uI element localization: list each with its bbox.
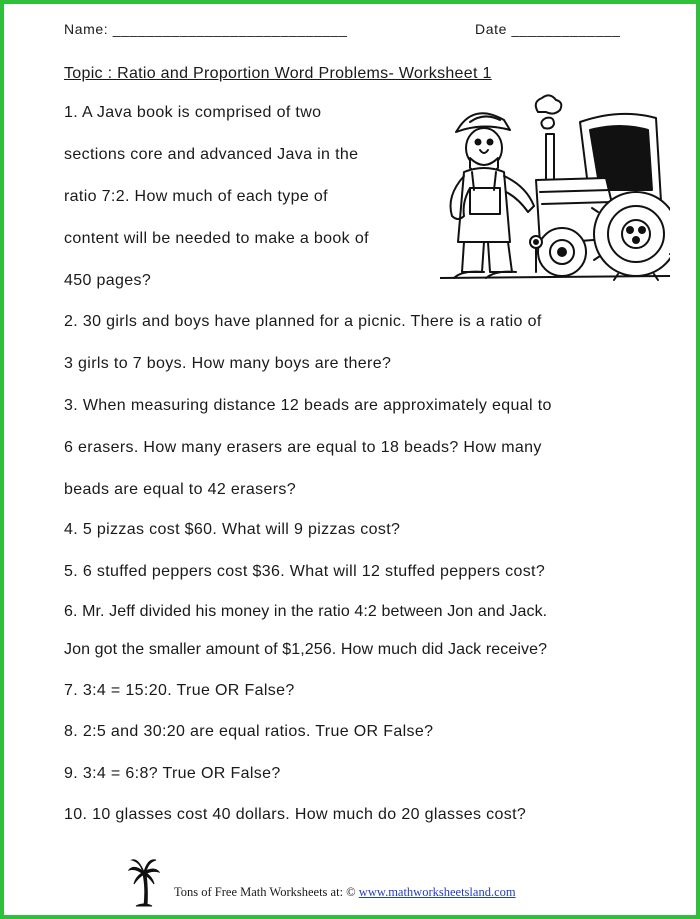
question-1-line-2: sections core and advanced Java in the — [64, 146, 359, 163]
question-6-line-1: 6. Mr. Jeff divided his money in the ratio 4:2 between Jon and Jack. — [64, 603, 548, 620]
date-field-label: Date _____________ — [475, 21, 621, 37]
farmer-tractor-illustration — [440, 92, 670, 287]
question-3-line-2: 6 erasers. How many erasers are equal to 18 beads? How many — [64, 439, 542, 456]
question-5-line-1: 5. 6 stuffed peppers cost $36. What will 12 stuffed peppers cost? — [64, 563, 546, 580]
question-4-line-1: 4. 5 pizzas cost $60. What will 9 pizzas cost? — [64, 521, 401, 538]
question-2-line-1: 2. 30 girls and boys have planned for a picnic. There is a ratio of — [64, 313, 542, 330]
question-1-line-3: ratio 7:2. How much of each type of — [64, 188, 328, 205]
question-2-line-2: 3 girls to 7 boys. How many boys are there? — [64, 355, 392, 372]
question-1-line-4: content will be needed to make a book of — [64, 230, 369, 247]
question-10-line-1: 10. 10 glasses cost 40 dollars. How much do 20 glasses cost? — [64, 806, 527, 823]
worksheet-topic: Topic : Ratio and Proportion Word Problems- Worksheet 1 — [64, 65, 492, 82]
footer-text: Tons of Free Math Worksheets at: © — [174, 885, 359, 899]
footer-website-link[interactable]: www.mathworksheetsland.com — [358, 885, 516, 899]
name-field-label: Name: ____________________________ — [64, 21, 348, 37]
question-1-line-1: 1. A Java book is comprised of two — [64, 104, 322, 121]
question-1-line-5: 450 pages? — [64, 272, 152, 289]
question-8-line-1: 8. 2:5 and 30:20 are equal ratios. True OR False? — [64, 723, 434, 740]
question-7-line-1: 7. 3:4 = 15:20. True OR False? — [64, 682, 295, 699]
palm-tree-icon — [128, 856, 160, 908]
footer-credit — [174, 885, 516, 900]
question-3-line-1: 3. When measuring distance 12 beads are approximately equal to — [64, 397, 552, 414]
question-3-line-3: beads are equal to 42 erasers? — [64, 481, 296, 498]
question-6-line-2: Jon got the smaller amount of $1,256. How much did Jack receive? — [64, 641, 548, 658]
question-9-line-1: 9. 3:4 = 6:8? True OR False? — [64, 765, 281, 782]
